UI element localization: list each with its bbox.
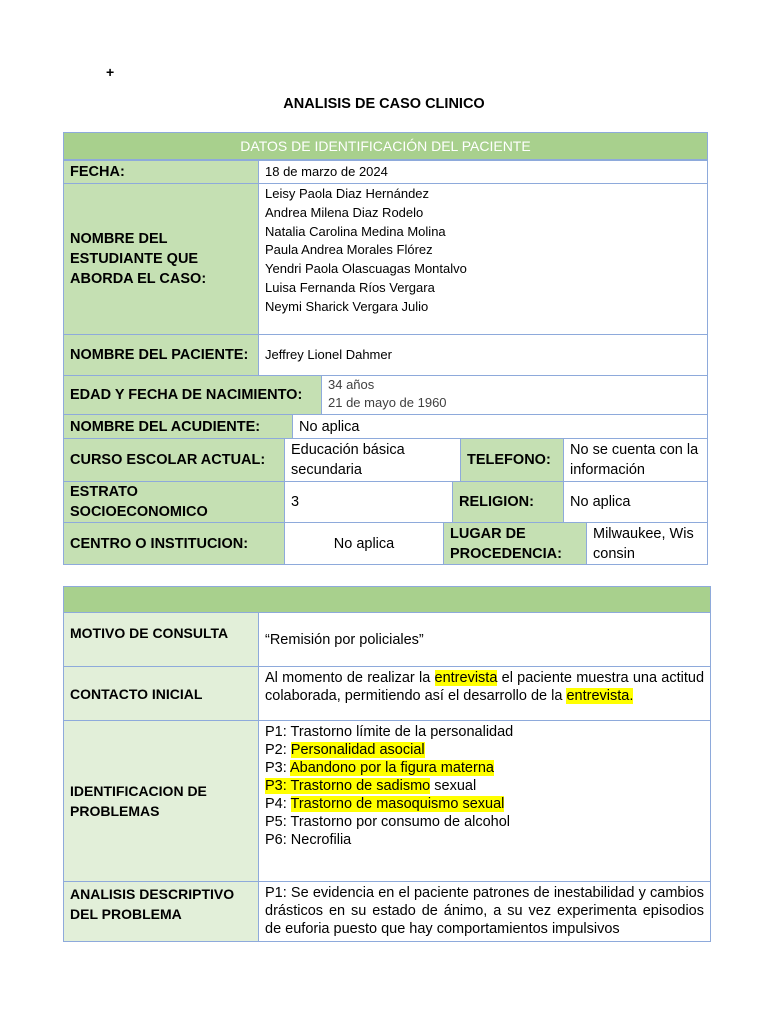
table-header: DATOS DE IDENTIFICACIÓN DEL PACIENTE	[63, 132, 708, 160]
problema-item	[265, 741, 704, 759]
fecha-label: FECHA:	[63, 160, 259, 184]
table2-header-bar	[63, 586, 711, 613]
identificacion-label: IDENTIFICACION DE PROBLEMAS	[63, 720, 259, 882]
acudiente-value: No aplica	[292, 414, 708, 439]
estudiante-item: Yendri Paola Olascuagas Montalvo	[265, 261, 467, 277]
contacto-text-part: Al momento de realizar la	[265, 670, 435, 686]
problema-item: P1: Trastorno límite de la personalidad	[265, 724, 514, 740]
problema-item	[265, 777, 704, 795]
problema-item: P6: Necrofilia	[265, 832, 352, 848]
plus-marker: +	[106, 64, 115, 80]
problema-prefix: P4:	[265, 796, 291, 812]
problema-highlight: Abandono por la figura materna	[290, 760, 494, 776]
estudiante-item: Leisy Paola Diaz Hernández	[265, 186, 430, 201]
problema-item: P5: Trastorno por consumo de alcohol	[265, 814, 511, 830]
problema-highlight: Personalidad asocial	[290, 742, 425, 758]
religion-label: RELIGION:	[452, 481, 564, 523]
highlight-entrevista: entrevista	[434, 670, 498, 686]
lugar-label: LUGAR DE PROCEDENCIA:	[443, 522, 587, 565]
nacimiento-value: 21 de mayo de 1960	[328, 395, 447, 410]
edad-label: EDAD Y FECHA DE NACIMIENTO:	[63, 375, 322, 415]
motivo-value: “Remisión por policiales”	[258, 612, 711, 667]
analisis-text: P1: Se evidencia en el paciente patrones de inestabilidad y cambios drásticos en su estado de ánimo, a su vez experimenta episodios de euforia puesto que hay comportamientos impulsivos	[265, 885, 704, 937]
lugar-value: Milwaukee, Wis consin	[586, 522, 708, 565]
problema-highlight: P3: Trastorno de sadismo	[265, 778, 431, 794]
paciente-value: Jeffrey Lionel Dahmer	[258, 334, 708, 376]
contacto-label: CONTACTO INICIAL	[63, 666, 259, 721]
telefono-value: No se cuenta con la información	[563, 438, 708, 482]
problema-highlight: Trastorno de masoquismo sexual	[290, 796, 505, 812]
document-title: ANALISIS DE CASO CLINICO	[283, 96, 485, 112]
estrato-value: 3	[284, 481, 453, 523]
acudiente-label: NOMBRE DEL ACUDIENTE:	[63, 414, 293, 439]
estudiante-item: Andrea Milena Diaz Rodelo	[265, 204, 424, 220]
centro-value: No aplica	[284, 522, 444, 565]
contacto-cell	[258, 666, 711, 721]
analisis-cell	[258, 881, 711, 942]
motivo-label: MOTIVO DE CONSULTA	[63, 612, 259, 667]
problema-item	[265, 759, 704, 777]
contacto-text-part: el paciente muestra una actitud colaborada, permitiendo así el desarrollo de la	[265, 670, 705, 704]
problema-suffix: sexual	[430, 778, 477, 794]
estudiante-item: Natalia Carolina Medina Molina	[265, 223, 446, 239]
problema-item	[265, 795, 704, 813]
estrato-label: ESTRATO SOCIOECONOMICO	[63, 481, 285, 523]
analisis-label: ANALISIS DESCRIPTIVO DEL PROBLEMA	[63, 881, 259, 942]
highlight-entrevista: entrevista.	[566, 688, 634, 704]
fecha-value: 18 de marzo de 2024	[258, 160, 708, 184]
religion-value: No aplica	[563, 481, 708, 523]
problema-prefix: P3:	[265, 760, 290, 776]
curso-label: CURSO ESCOLAR ACTUAL:	[63, 438, 285, 482]
problemas-list	[259, 721, 710, 851]
curso-value: Educación básica secundaria	[284, 438, 461, 482]
centro-label: CENTRO O INSTITUCION:	[63, 522, 285, 565]
edad-value: 34 años	[328, 377, 375, 392]
problemas-cell	[258, 720, 711, 882]
paciente-label: NOMBRE DEL PACIENTE:	[63, 334, 259, 376]
telefono-label: TELEFONO:	[460, 438, 564, 482]
estudiante-label: NOMBRE DEL ESTUDIANTE QUE ABORDA EL CASO:	[63, 183, 259, 335]
estudiantes-list	[258, 183, 708, 335]
contacto-text	[259, 667, 710, 707]
estudiante-item: Paula Andrea Morales Flórez	[265, 242, 433, 258]
problema-prefix: P2:	[265, 742, 291, 758]
estudiante-item: Luisa Fernanda Ríos Vergara	[265, 279, 435, 295]
edad-cell	[321, 375, 708, 415]
estudiante-item: Neymi Sharick Vergara Julio	[265, 298, 429, 314]
